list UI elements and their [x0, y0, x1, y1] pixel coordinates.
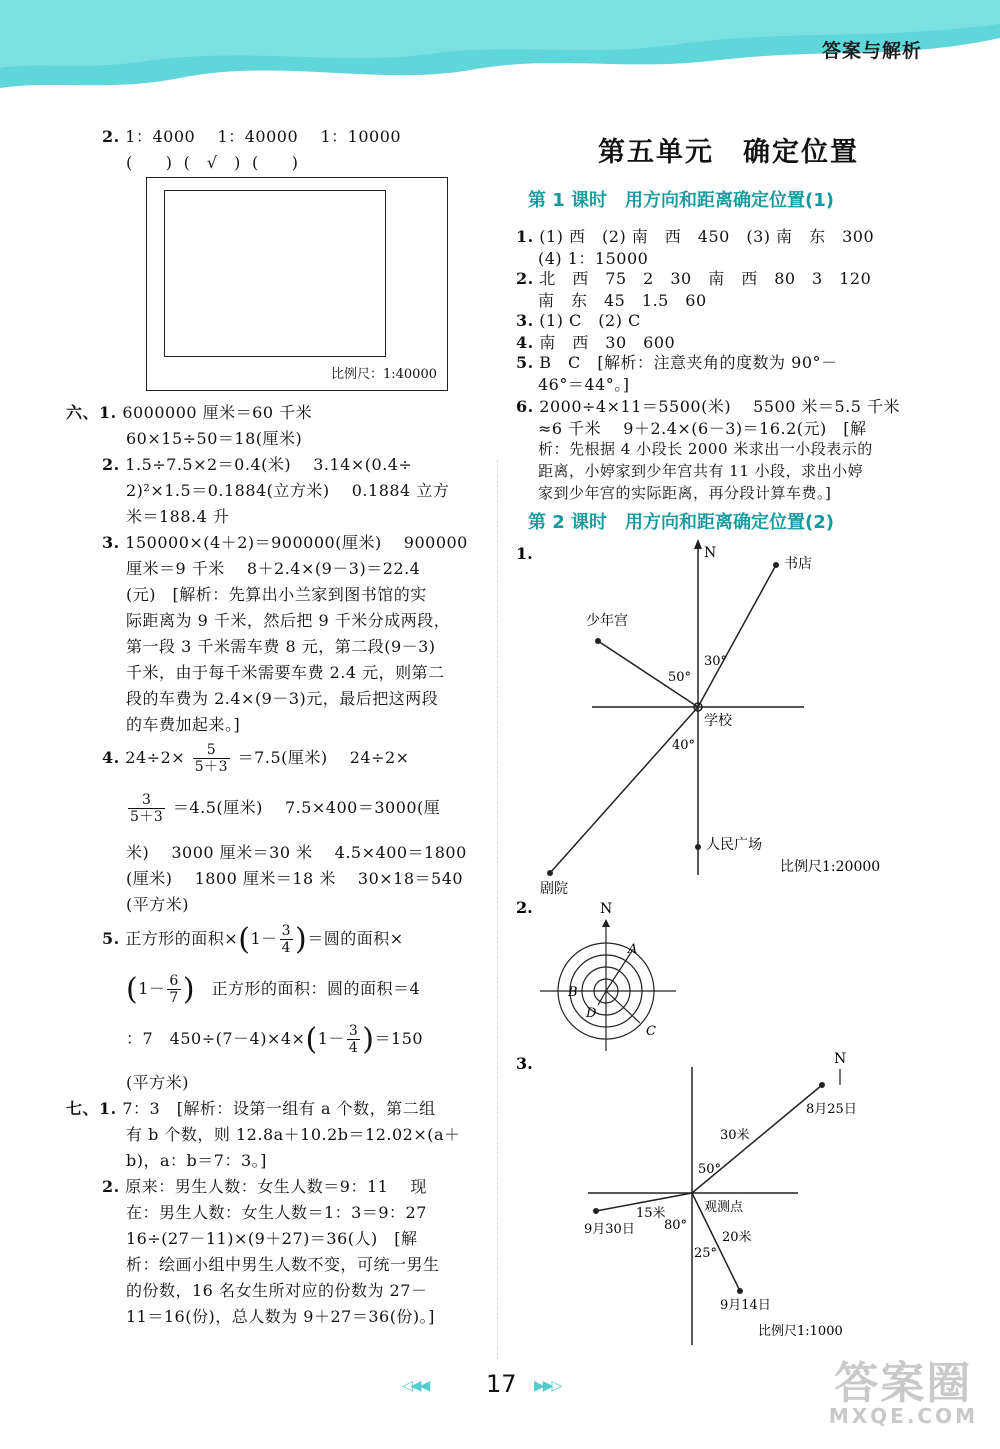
- d1-angle50: 50°: [668, 670, 692, 685]
- d2-label: 2.: [516, 898, 533, 917]
- d3-d15: 15米: [636, 1206, 666, 1221]
- d1-label: 1.: [516, 544, 533, 563]
- fraction: $\frac{6}{7}$: [169, 973, 179, 1006]
- d3-sep14-point: [737, 1288, 743, 1294]
- q7-1-l3: b)，a：b＝7：3。]: [126, 1151, 267, 1170]
- d2-point-b: B: [568, 985, 578, 1000]
- d3-sep14: 9月14日: [720, 1298, 771, 1313]
- diagram1: [500, 535, 920, 905]
- q6-4-l5: (平方米): [126, 895, 189, 914]
- d3-north: N: [834, 1051, 847, 1067]
- r2: 2. 北 西 75 2 30 南 西 80 3 120: [516, 269, 872, 288]
- d3-scale: 比例尺1:1000: [758, 1324, 843, 1339]
- q6-1: 六、1. 6000000 厘米＝60 千米: [66, 403, 313, 422]
- d3-angle80: 80°: [664, 1218, 688, 1233]
- d1-theater: 剧院: [540, 881, 568, 897]
- d1-youth-palace: 少年宫: [586, 613, 628, 629]
- q2-line: 2. 1：4000 1：40000 1：10000: [102, 127, 402, 146]
- r6-l2: ≈6 千米 9＋2.4×(6－3)＝16.2(元) [解: [538, 419, 867, 438]
- q6-3-l4: 际距离为 9 千米，然后把 9 千米分成两段，: [126, 611, 451, 630]
- q7-1-l2: 有 b 个数，则 12.8a＋10.2b＝12.02×(a＋: [126, 1125, 461, 1144]
- d1-north-arrow: [694, 539, 702, 549]
- d1-school: 学校: [704, 713, 732, 729]
- r3: 3. (1) C (2) C: [516, 311, 641, 330]
- q6-5: 5. 正方形的面积×(1－ $\frac{3}{4}$ )＝圆的面积×: [102, 922, 404, 957]
- r6-l5: 家到少年宫的实际距离，再分段计算车费。]: [538, 484, 832, 502]
- d1-line-theater: [550, 707, 698, 873]
- header-title: 答案与解析: [821, 40, 922, 62]
- d3-sep30: 9月30日: [584, 1222, 635, 1237]
- d3-angle50: 50°: [698, 1162, 722, 1177]
- d1-line-bookstore: [698, 565, 776, 707]
- q7-2: 2. 原来：男生人数：女生人数＝9：11 现: [102, 1177, 427, 1196]
- d3-aug25-point: [819, 1082, 825, 1088]
- lesson2-title: 第 2 课时 用方向和距离确定位置(2): [528, 512, 835, 533]
- q6-3-l3: (元) [解析：先算出小兰家到图书馆的实: [126, 585, 427, 604]
- d1-square-point: [695, 844, 701, 850]
- column-divider: [497, 460, 498, 1360]
- q6-2: 2. 1.5÷7.5×2＝0.4(米) 3.14×(0.4÷: [102, 455, 413, 474]
- d1-north: N: [704, 545, 717, 561]
- diagram3: [500, 1045, 920, 1345]
- q7-2-l4: 析：绘画小组中男生人数不变，可统一男生: [126, 1255, 440, 1274]
- q7-1: 七、1. 7：3 [解析：设第一组有 a 个数，第二组: [66, 1099, 436, 1118]
- d3-observation-point: 观测点: [704, 1200, 744, 1215]
- q6-5-l3: ：7 450÷(7－4)×4×(1－ $\frac{3}{4}$ )＝150: [126, 1022, 424, 1057]
- q6-4: 4. 24÷2× $\frac{5}{5+3}$ ＝7.5(厘米) 24÷2×: [102, 742, 410, 775]
- q6-5-l4: (平方米): [126, 1073, 189, 1092]
- d2-north: N: [600, 901, 613, 917]
- d2-point-c: C: [646, 1024, 656, 1039]
- page-header: [0, 0, 1000, 120]
- d3-d30: 30米: [720, 1128, 750, 1143]
- r6: 6. 2000÷4×11＝5500(米) 5500 米＝5.5 千米: [516, 397, 900, 416]
- r6-l3: 析：先根据 4 小段长 2000 米求出一小段表示的: [538, 440, 873, 458]
- q6-1-l2: 60×15÷50＝18(厘米): [126, 429, 303, 448]
- q6-3: 3. 150000×(4＋2)＝900000(厘米) 900000: [102, 533, 468, 552]
- prev-arrows-icon: ◁◀◀: [402, 1378, 429, 1394]
- d1-bookstore-point: [773, 562, 779, 568]
- fraction: $\frac{3}{4}$: [281, 923, 292, 956]
- page-number: 17: [486, 1370, 517, 1398]
- d1-youth-point: [595, 638, 601, 644]
- map-inner-rect: [164, 190, 386, 357]
- r5-l2: 46°＝44°。]: [538, 375, 630, 394]
- next-arrows-icon: ▶▶▷: [534, 1378, 561, 1394]
- fraction: $\frac{5}{5+3}$: [194, 742, 229, 775]
- d3-d20: 20米: [722, 1230, 752, 1245]
- q6-3-l5: 第一段 3 千米需车费 8 元，第二段(9－3): [126, 637, 436, 656]
- q6-4-l3: 米) 3000 厘米＝30 米 4.5×400＝1800: [126, 843, 467, 862]
- q7-2-l3: 16÷(27－11)×(9＋27)＝36(人) [解: [126, 1229, 418, 1248]
- lesson1-title: 第 1 课时 用方向和距离确定位置(1): [528, 190, 835, 211]
- d1-theater-point: [547, 870, 553, 876]
- d3-label: 3.: [516, 1054, 533, 1073]
- q6-3-l7: 段的车费为 2.4×(9－3)元，最后把这两段: [126, 689, 439, 708]
- q6-5-l2: (1－ $\frac{6}{7}$ ) 正方形的面积：圆的面积＝4: [126, 972, 421, 1007]
- r2-l2: 南 东 45 1.5 60: [538, 291, 707, 310]
- q2-choices: ( ) ( √ ) ( ): [126, 153, 299, 172]
- q7-2-l2: 在：男生人数：女生人数＝1：3＝9：27: [126, 1203, 427, 1222]
- q6-4-l4: (厘米) 1800 厘米＝18 米 30×18＝540: [126, 869, 464, 888]
- q7-2-l6: 11＝16(份)，总人数为 9＋27＝36(份)。]: [126, 1307, 435, 1326]
- d1-angle30: 30°: [704, 654, 728, 669]
- diagram2: [500, 895, 720, 1055]
- q6-3-l6: 千米，由于每千米需要车费 2.4 元，则第二: [126, 663, 445, 682]
- q6-2-l2: 2)²×1.5＝0.1884(立方米) 0.1884 立方: [126, 481, 450, 500]
- fraction: $\frac{3}{5+3}$: [130, 792, 164, 825]
- d3-angle25: 25°: [694, 1246, 718, 1261]
- unit-title: 第五单元 确定位置: [598, 137, 859, 168]
- d1-angle40: 40°: [672, 738, 696, 753]
- r5: 5. B C [解析：注意夹角的度数为 90°－: [516, 353, 838, 372]
- r6-l4: 距离，小婷家到少年宫共有 11 小段，求出小婷: [538, 462, 864, 480]
- r1: 1. (1) 西 (2) 南 西 450 (3) 南 东 300: [516, 227, 875, 246]
- q6-3-l8: 的车费加起来。]: [126, 715, 241, 734]
- d2-point-a: A: [628, 942, 638, 957]
- map-scale: 比例尺：1:40000: [330, 367, 437, 382]
- d2-line-c: [606, 991, 640, 1023]
- q7-2-l5: 的份数，16 名女生所对应的份数为 27－: [126, 1281, 428, 1300]
- r1-l2: (4) 1：15000: [538, 249, 649, 268]
- map-frame: [146, 177, 448, 391]
- d3-sep30-point: [593, 1208, 599, 1214]
- d1-scale: 比例尺1:20000: [780, 859, 881, 875]
- q6-2-l3: 米＝188.4 升: [126, 507, 230, 526]
- d1-bookstore: 书店: [784, 556, 812, 572]
- d3-aug25: 8月25日: [806, 1102, 857, 1117]
- r4: 4. 南 西 30 600: [516, 333, 676, 352]
- watermark: 答案圈 MXQE.COM: [828, 1358, 978, 1428]
- d2-point-d: D: [586, 1006, 597, 1021]
- d1-peoples-square: 人民广场: [706, 837, 762, 853]
- q6-4-l2: $\frac{3}{5+3}$ ＝4.5(厘米) 7.5×400＝3000(厘: [130, 792, 441, 825]
- q6-3-l2: 厘米＝9 千米 8＋2.4×(9－3)＝22.4: [126, 559, 421, 578]
- fraction: $\frac{3}{4}$: [348, 1023, 359, 1056]
